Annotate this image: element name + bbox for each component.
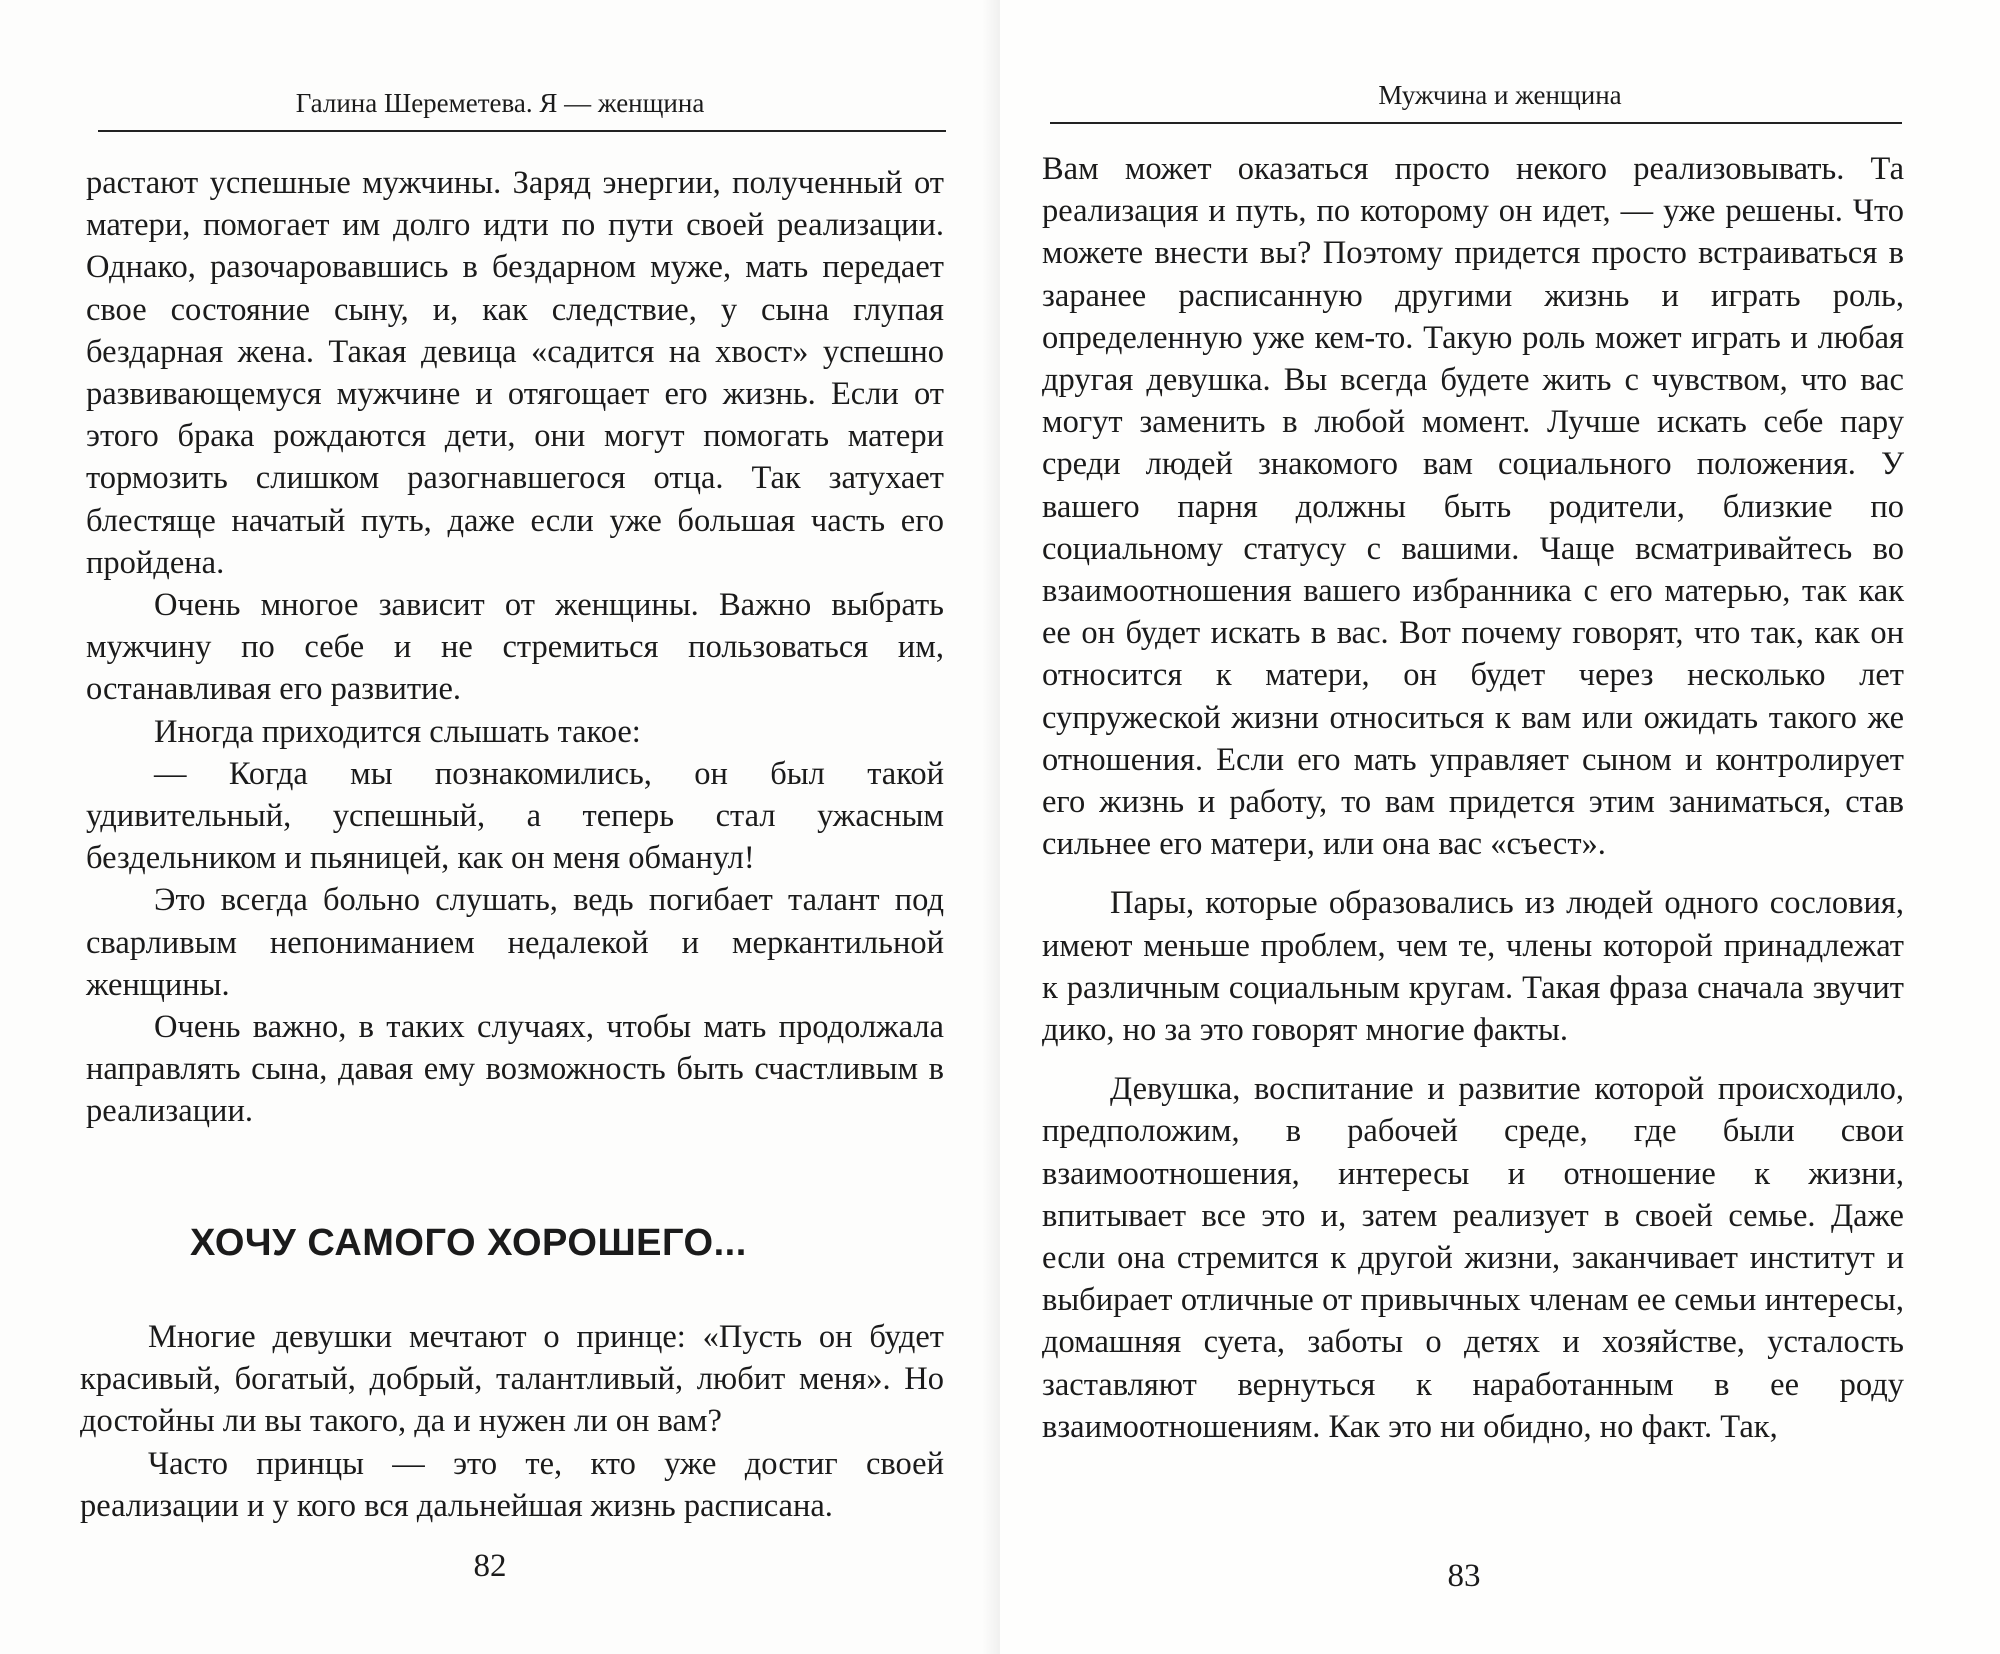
left-running-head: Галина Шереметева. Я — женщина (295, 88, 705, 118)
left-body-upper (86, 162, 944, 1133)
right-paragraph-1: Вам может оказаться просто некого реализовывать. Та реализация и путь, по которому он идет, — уже решены. Что можете внести вы? Поэтому придется просто встраиваться в заранее расписанную другими жизнь и играть роль, определенную уже кем-то. Такую роль может играть и любая другая девушка. Вы всегда будете жить с чувством, что вас могут заменить в любой момент. Лучше искать себе пару среди людей знакомого вам социального положения. У вашего парня должны быть родители, близкие по социальному статусу с вашими. Чаще всматривайтесь во взаимоотношения вашего избранника с его матерью, так как ее он будет искать в вас. Вот почему говорят, что так, как он относится к матери, он будет через несколько лет супружеской жизни относиться к вам или ожидать такого же отношения. Если его мать управляет сыном и контролирует его жизнь и работу, то вам придется этим заниматься, став сильнее его матери, или она вас «съест». (1042, 151, 1904, 863)
right-page-number: 83 (1447, 1558, 1481, 1594)
section-heading: ХОЧУ САМОГО ХОРОШЕГО... (190, 1222, 747, 1264)
left-paragraph-2: Очень многое зависит от женщины. Важно выбрать мужчину по себе и не стремиться пользоваться им, останавливая его развитие. (86, 587, 944, 708)
left-paragraph-4: — Когда мы познакомились, он был такой удивительный, успешный, а теперь стал ужасным бездельником и пьяницей, как он меня обманул! (86, 755, 944, 877)
left-paragraph-7: Многие девушки мечтают о принце: «Пусть он будет красивый, богатый, добрый, талантливый, любит меня». Но достойны ли вы такого, да и нужен ли он вам? (80, 1319, 944, 1440)
left-paragraph-8: Часто принцы — это те, кто уже достиг своей реализации и у кого вся дальнейшая жизнь расписана. (80, 1445, 944, 1524)
left-page-number: 82 (473, 1548, 507, 1584)
right-paragraph-3: Девушка, воспитание и развитие которой происходило, предположим, в рабочей среде, где были свои взаимоотношения, интересы и отношение к жизни, впитывает все это и, затем реализует в своей семье. Даже если она стремится к другой жизни, заканчивает институт и выбирает отличные от привычных членам ее семьи интересы, домашняя суета, заботы о детях и хозяйстве, усталость заставляют вернуться к наработанным в ее роду взаимоотношениям. Как это ни обидно, но факт. Так, (1042, 1071, 1904, 1445)
left-paragraph-3: Иногда приходится слышать такое: (154, 713, 641, 750)
right-body (1042, 148, 1904, 1448)
right-page (1000, 0, 2000, 1654)
right-header-rule (1050, 122, 1902, 124)
left-paragraph-5: Это всегда больно слушать, ведь погибает талант под сварливым непониманием недалекой и меркантильной женщины. (86, 882, 944, 1003)
left-body-lower (80, 1316, 944, 1527)
right-running-head: Мужчина и женщина (1378, 80, 1622, 110)
left-paragraph-1: растают успешные мужчины. Заряд энергии, полученный от матери, помогает им долго идти по пути своей реализации. Однако, разочаровавшись в бездарном муже, мать передает свое состояние сыну, и, как следствие, у сына глупая бездарная жена. Такая девица «садится на хвост» успешно развивающемуся мужчине и отягощает его жизнь. Если от этого брака рождаются дети, они могут помогать матери тормозить слишком разогнавшегося отца. Так затухает блестяще начатый путь, даже если уже большая часть его пройдена. (86, 165, 944, 581)
right-paragraph-2: Пары, которые образовались из людей одного сословия, имеют меньше проблем, чем те, члены которой принадлежат к различным социальным кругам. Такая фраза сначала звучит дико, но за это говорят многие факты. (1042, 885, 1904, 1049)
left-paragraph-6: Очень важно, в таких случаях, чтобы мать продолжала направлять сына, давая ему возможность быть счастливым в реализации. (86, 1009, 944, 1130)
left-header-rule (98, 130, 946, 132)
